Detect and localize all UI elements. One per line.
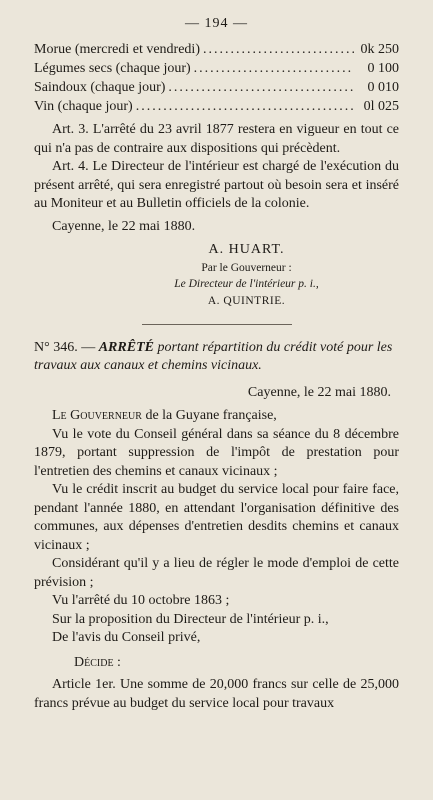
page-number: — 194 — <box>185 16 248 31</box>
arrete-heading <box>34 339 399 375</box>
gouverneur-line <box>34 407 399 426</box>
price-row <box>34 97 399 116</box>
decide-heading: Décide : <box>74 654 121 670</box>
price-label: Saindoux (chaque jour) <box>34 80 166 95</box>
article-3: Art. 3. L'arrêté du 23 avril 1877 restera en vigueur en tout ce qui n'a pas de contraire aux dispositions qui précèdent. <box>34 122 399 156</box>
arrete-title: portant répartition du crédit voté pour les travaux aux canaux et chemins vicinaux. <box>34 340 393 373</box>
price-row <box>34 40 399 59</box>
price-label: Légumes secs (chaque jour) <box>34 61 191 76</box>
considerant-paragraph: Considérant qu'il y a lieu de régler le mode d'emploi de cette prévision ; <box>34 556 399 590</box>
article-1: Article 1er. Une somme de 20,000 francs sur celle de 25,000 francs prévue au budget du service local pour travaux <box>34 677 399 711</box>
vu-paragraph-1: Vu le vote du Conseil général dans sa séance du 8 décembre 1879, portant suppression de l'impôt de prestation pour l'entretien des chemins et canaux vicinaux ; <box>34 426 399 479</box>
article-4: Art. 4. Le Directeur de l'intérieur est chargé de l'exécution du présent arrêté, qui sera enregistré partout où besoin sera et inséré au Moniteur et au Bulletin officiels de la colonie. <box>34 159 399 211</box>
place-date: Cayenne, le 22 mai 1880. <box>52 218 196 234</box>
signature-block <box>34 240 399 310</box>
price-list <box>34 40 399 116</box>
governor-signature: A. HUART. <box>208 242 285 257</box>
price-row <box>34 78 399 97</box>
price-row <box>34 59 399 78</box>
price-value: 0l 025 <box>363 99 399 114</box>
arrete-title-word: ARRÊTÉ <box>98 340 154 355</box>
leader-dots <box>168 78 354 97</box>
price-value: 0 010 <box>367 80 399 95</box>
price-label: Vin (chaque jour) <box>34 99 133 114</box>
proposition-paragraph: Sur la proposition du Directeur de l'intérieur p. i., <box>52 611 329 627</box>
price-label: Morue (mercredi et vendredi) <box>34 42 200 57</box>
avis-paragraph: De l'avis du Conseil privé, <box>52 630 201 645</box>
par-le-gouverneur: Par le Gouverneur : <box>201 262 292 274</box>
leader-dots <box>203 40 354 59</box>
price-value: 0k 250 <box>360 42 399 57</box>
director-signature: A. QUINTRIE. <box>207 295 286 307</box>
gouverneur-rest: de la Guyane française, <box>141 408 277 423</box>
price-value: 0 100 <box>367 61 399 76</box>
director-role: Le Directeur de l'intérieur p. i., <box>174 278 319 290</box>
vu-paragraph-3: Vu l'arrêté du 10 octobre 1863 ; <box>52 593 230 608</box>
arrete-date: Cayenne, le 22 mai 1880. <box>247 385 391 400</box>
vu-paragraph-2: Vu le crédit inscrit au budget du service local pour faire face, pendant l'année 1880, en attendant l'organisation définitive des communes, aux dépenses d'entretien desdits chemins et canaux vicinaux ; <box>34 482 399 553</box>
leader-dots <box>136 97 354 116</box>
arrete-dash: — <box>77 340 99 355</box>
leader-dots <box>194 59 354 78</box>
section-divider <box>142 324 292 325</box>
gouverneur-title: Le Gouverneur <box>52 408 142 423</box>
arrete-number: N° 346. <box>34 340 78 355</box>
